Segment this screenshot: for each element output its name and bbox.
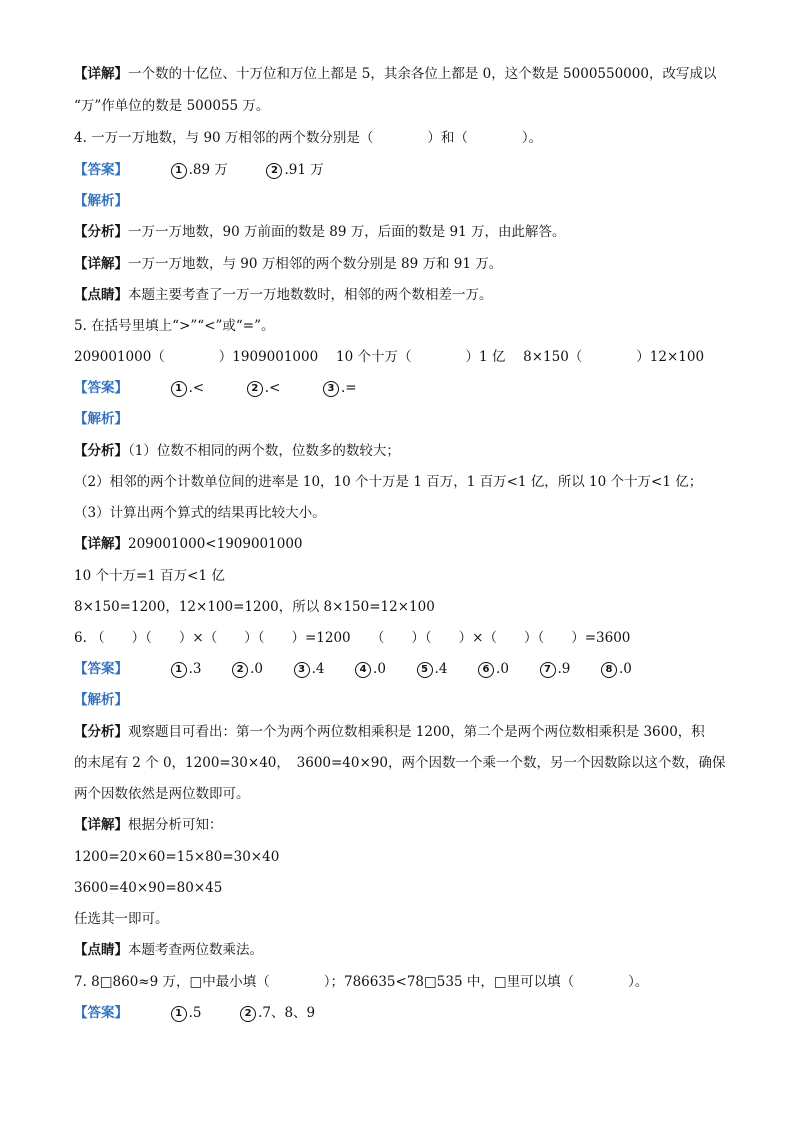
answer-tag: 【答案】 (74, 1005, 128, 1021)
answer-tag: 【答案】 (74, 380, 128, 396)
answer-item: 5 .4 (417, 659, 448, 679)
explanation-line (74, 254, 502, 274)
text-line (74, 96, 269, 116)
answer-item: 7 .9 (540, 659, 571, 679)
circled-number-icon: 1 (171, 1006, 187, 1022)
question-text: 6. （ ）（ ）×（ ）（ ）=1200 （ ）（ ）×（ ）（ ）=3600 (74, 630, 631, 646)
line-text: 本题主要考查了一万一万地数数时，相邻的两个数相差一万。 (128, 287, 493, 303)
explanation-line (74, 534, 303, 554)
section-tag: 【详解】 (74, 256, 128, 272)
answer-item: 1 .89 万 (171, 160, 228, 180)
text-line (74, 753, 725, 773)
answer-item: 8 .0 (601, 659, 632, 679)
line-text: “万”作单位的数是 500055 万。 (74, 98, 270, 114)
answer-item: 3 .4 (294, 659, 325, 679)
analysis-line (74, 222, 566, 242)
text-line (74, 566, 225, 586)
answer-item: 2 .0 (232, 659, 263, 679)
question-6 (74, 628, 630, 648)
answer-item: 1 .5 (171, 1003, 202, 1023)
answer-tag: 【答案】 (74, 661, 128, 677)
line-text: 任选其一即可。 (74, 911, 169, 927)
line-text: 3600=40×90=80×45 (74, 880, 223, 896)
answer-tag: 【答案】 (74, 162, 128, 178)
text-line (74, 472, 702, 492)
analysis-line (74, 722, 705, 742)
line-text: （2）相邻的两个计数单位间的进率是 10，10 个十万是 1 百万，1 百万<1 亿，所以 10 个十万<1 亿； (74, 474, 703, 490)
circled-number-icon: 6 (478, 662, 494, 678)
circled-number-icon: 3 (294, 662, 310, 678)
circled-number-icon: 2 (247, 381, 263, 397)
circled-number-icon: 4 (355, 662, 371, 678)
line-text: 1200=20×60=15×80=30×40 (74, 849, 280, 865)
analysis-heading (74, 690, 128, 710)
question-text: 209001000（ ）1909001000 10 个十万（ ）1 亿 8×150（ ）12×100 (74, 349, 705, 365)
text-line (74, 503, 326, 523)
answer-item: 1 .< (171, 378, 205, 398)
question-5 (74, 316, 275, 336)
answer-item: 2 .91 万 (266, 160, 323, 180)
explanation-line (74, 815, 223, 835)
line-text: 的末尾有 2 个 0，1200=30×40， 3600=40×90，两个因数一个乘一个数，另一个因数除以这个数，确保 (74, 755, 726, 771)
text-line (74, 597, 435, 617)
circled-number-icon: 8 (601, 662, 617, 678)
line-text: 一个数的十亿位、十万位和万位上都是 5，其余各位上都是 0，这个数是 5000550000，改写成以 (128, 66, 717, 82)
line-text: 观察题目可看出：第一个为两个两位数相乘积是 1200，第二个是两个两位数相乘积是 3600，积 (128, 724, 705, 740)
line-text: 10 个十万=1 百万<1 亿 (74, 568, 225, 584)
section-tag: 【分析】 (74, 224, 128, 240)
comment-line (74, 940, 263, 960)
circled-number-icon: 2 (232, 662, 248, 678)
circled-number-icon: 1 (171, 163, 187, 179)
answer-line (74, 378, 357, 398)
circled-number-icon: 5 (417, 662, 433, 678)
answer-line (74, 160, 324, 180)
circled-number-icon: 2 (266, 163, 282, 179)
section-tag: 【点睛】 (74, 942, 128, 958)
line-text: 一万一万地数，90 万前面的数是 89 万，后面的数是 91 万，由此解答。 (128, 224, 566, 240)
answer-item: 1 .3 (171, 659, 202, 679)
section-tag: 【点睛】 (74, 287, 128, 303)
line-text: 8×150=1200，12×100=1200，所以 8×150=12×100 (74, 599, 435, 615)
circled-number-icon: 1 (171, 381, 187, 397)
text-line (74, 847, 279, 867)
section-tag: 【详解】 (74, 66, 128, 82)
circled-number-icon: 7 (540, 662, 556, 678)
answer-item: 4 .0 (355, 659, 386, 679)
text-line (74, 784, 250, 804)
answer-item: 3 .= (323, 378, 357, 398)
section-tag: 【详解】 (74, 817, 128, 833)
circled-number-icon: 2 (240, 1006, 256, 1022)
comment-line (74, 285, 493, 305)
answer-line (74, 659, 632, 679)
answer-item: 2 .< (247, 378, 281, 398)
circled-number-icon: 1 (171, 662, 187, 678)
circled-number-icon: 3 (323, 381, 339, 397)
analysis-heading (74, 191, 128, 211)
answer-line (74, 1003, 315, 1023)
section-tag: 【分析】 (74, 724, 128, 740)
analysis-line (74, 441, 400, 461)
line-text: 本题考查两位数乘法。 (128, 942, 263, 958)
line-text: 209001000<1909001000 (128, 536, 303, 552)
line-text: 根据分析可知： (128, 817, 223, 833)
analysis-tag: 【解析】 (74, 411, 128, 427)
explanation-line (74, 64, 716, 84)
analysis-heading (74, 409, 128, 429)
line-text: （3）计算出两个算式的结果再比较大小。 (74, 505, 326, 521)
question-4 (74, 128, 542, 148)
answer-item: 2 .7、8、9 (240, 1003, 315, 1023)
text-line (74, 909, 169, 929)
section-tag: 【详解】 (74, 536, 128, 552)
analysis-tag: 【解析】 (74, 692, 128, 708)
line-text: 一万一万地数，与 90 万相邻的两个数分别是 89 万和 91 万。 (128, 256, 503, 272)
line-text: 两个因数依然是两位数即可。 (74, 786, 250, 802)
question-text: 7. 8□860≈9 万，□中最小填（ ）；786635<78□535 中，□里可以填（ ）。 (74, 974, 649, 990)
section-tag: 【分析】 (74, 443, 128, 459)
question-5-items (74, 347, 704, 367)
question-text: 5. 在括号里填上“>”“<”或“=”。 (74, 318, 275, 334)
line-text: （1）位数不相同的两个数，位数多的数较大； (128, 443, 400, 459)
question-text: 4. 一万一万地数，与 90 万相邻的两个数分别是（ ）和（ ）。 (74, 130, 543, 146)
analysis-tag: 【解析】 (74, 193, 128, 209)
text-line (74, 878, 222, 898)
question-7 (74, 972, 648, 992)
answer-item: 6 .0 (478, 659, 509, 679)
